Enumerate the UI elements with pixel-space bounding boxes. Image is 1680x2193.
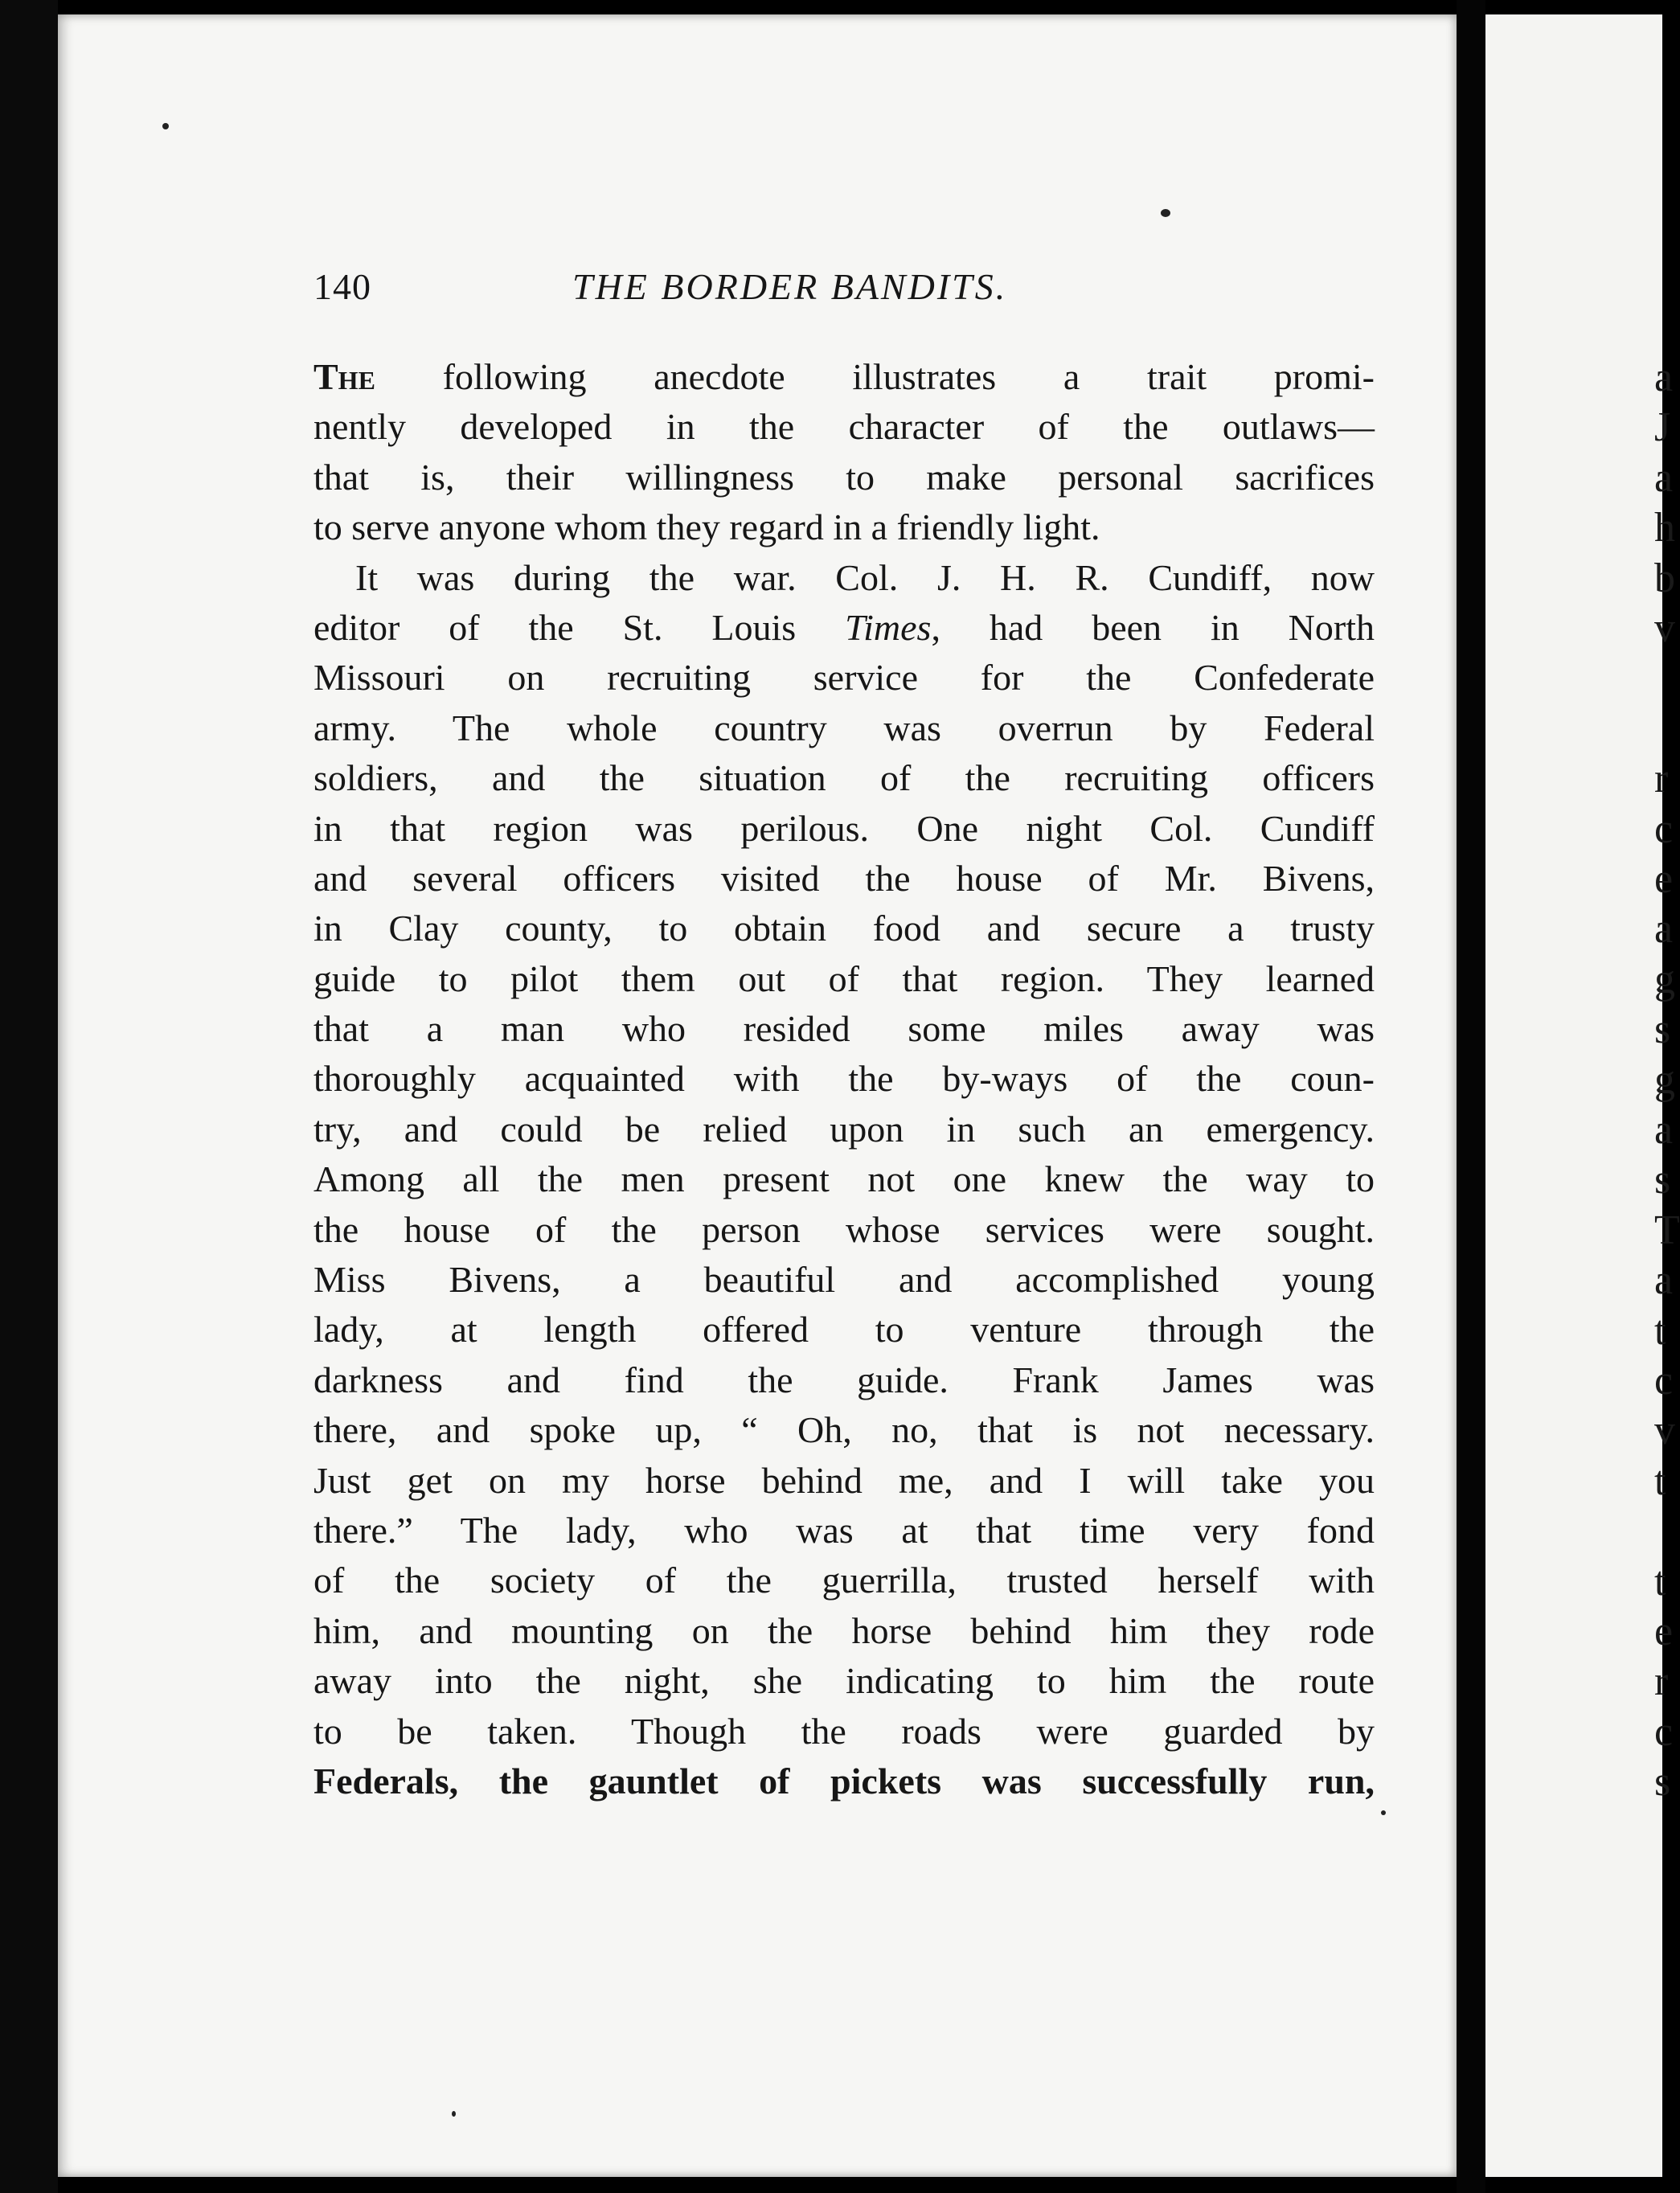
text-line: Federals, the gauntlet of pickets was successfully run, — [313, 1760, 1375, 1802]
text-line — [313, 352, 1375, 402]
page-gutter — [1457, 0, 1485, 2193]
facing-page-letter: g — [1654, 1056, 1675, 1103]
text-line: of the society of the guerrilla, trusted herself with — [313, 1560, 1375, 1601]
text-line: lady, at length offered to venture through the — [313, 1309, 1375, 1351]
facing-page-letter: v — [1654, 605, 1675, 651]
facing-page-letter: s — [1654, 1759, 1671, 1806]
text-line: there.” The lady, who was at that time very fond — [313, 1509, 1375, 1551]
line-text: editor of the St. Louis — [313, 606, 846, 648]
facing-page-letter: v — [1654, 1408, 1675, 1454]
text-line: him, and mounting on the horse behind him they rode — [313, 1609, 1375, 1651]
facing-page-letter: h — [1654, 505, 1675, 551]
text-line: away into the night, she indicating to him the route — [313, 1660, 1375, 1702]
text-line: there, and spoke up, “ Oh, no, that is not necessary. — [313, 1409, 1375, 1451]
text-line: in Clay county, to obtain food and secure a trusty — [313, 908, 1375, 949]
text-line: It was during the war. Col. J. H. R. Cundiff, now — [355, 556, 1375, 598]
facing-page-letter: b — [1654, 555, 1675, 601]
page-number: 140 — [313, 266, 371, 307]
text-line: to be taken. Though the roads were guarded by — [313, 1710, 1375, 1752]
facing-page-letter: c — [1654, 1708, 1674, 1755]
text-line: army. The whole country was overrun by Federal — [313, 707, 1375, 748]
running-head — [58, 265, 1457, 322]
text-line: try, and could be relied upon in such an emergency. — [313, 1108, 1375, 1150]
text-line: darkness and find the guide. Frank James was — [313, 1359, 1375, 1400]
line-text: , had been in North — [931, 606, 1375, 648]
facing-page-letter: s — [1654, 1157, 1671, 1203]
text-line — [313, 603, 1375, 653]
lead-word: The — [313, 356, 375, 397]
text-line: that is, their willingness to make personal sacrifices — [313, 456, 1375, 498]
facing-page-letter: T — [1654, 1207, 1680, 1253]
text-line: Missouri on recruiting service for the Confederate — [313, 657, 1375, 699]
text-line: nently developed in the character of the outlaws— — [313, 406, 1375, 448]
facing-page-letter: t — [1654, 1558, 1666, 1605]
text-line: the house of the person whose services were sought. — [313, 1208, 1375, 1250]
facing-page-letter: a — [1654, 454, 1674, 501]
facing-page-letter: r — [1654, 1658, 1669, 1705]
scan-border-left — [0, 0, 58, 2193]
text-line: Miss Bivens, a beautiful and accomplished young — [313, 1259, 1375, 1301]
facing-page-letter: a — [1654, 1107, 1674, 1153]
text-line: Among all the men present not one knew the way to — [313, 1158, 1375, 1200]
newspaper-name: Times — [845, 606, 932, 648]
ink-speck — [452, 2111, 456, 2117]
text-line: thoroughly acquainted with the by-ways of the coun- — [313, 1058, 1375, 1100]
text-line: guide to pilot them out of that region. They learned — [313, 957, 1375, 999]
text-line: Just get on my horse behind me, and I will take you — [313, 1459, 1375, 1501]
text-line: in that region was perilous. One night Col. Cundiff — [313, 807, 1375, 849]
line-text: following anecdote illustrates a trait promi- — [375, 356, 1375, 397]
facing-page-fragment — [1485, 14, 1680, 2177]
facing-page-letter: a — [1654, 1257, 1674, 1304]
ink-speck — [162, 123, 169, 129]
facing-page-letter: e — [1654, 856, 1674, 902]
text-line: to serve anyone whom they regard in a friendly light. — [313, 506, 1100, 548]
facing-page-letter: c — [1654, 805, 1674, 852]
facing-page-letter: J — [1654, 404, 1671, 451]
facing-page-letter: a — [1654, 355, 1674, 400]
facing-page-letter: r — [1654, 756, 1669, 802]
facing-page-letter: a — [1654, 906, 1674, 953]
ink-speck — [1161, 209, 1170, 217]
facing-page-letter: t — [1654, 1307, 1666, 1354]
facing-page-letter: s — [1654, 1006, 1671, 1053]
facing-page-letter: c — [1654, 1358, 1674, 1404]
ink-speck — [1381, 1810, 1386, 1815]
text-line: that a man who resided some miles away was — [313, 1008, 1375, 1050]
book-page — [58, 14, 1457, 2177]
body-text — [313, 352, 1375, 1806]
text-line: and several officers visited the house of Mr. Bivens, — [313, 857, 1375, 899]
text-line: soldiers, and the situation of the recruiting officers — [313, 757, 1375, 799]
facing-page-letter: e — [1654, 1609, 1674, 1654]
facing-page-letter: g — [1654, 956, 1675, 1002]
facing-page-letter: t — [1654, 1457, 1666, 1504]
running-title: THE BORDER BANDITS. — [572, 266, 1008, 307]
